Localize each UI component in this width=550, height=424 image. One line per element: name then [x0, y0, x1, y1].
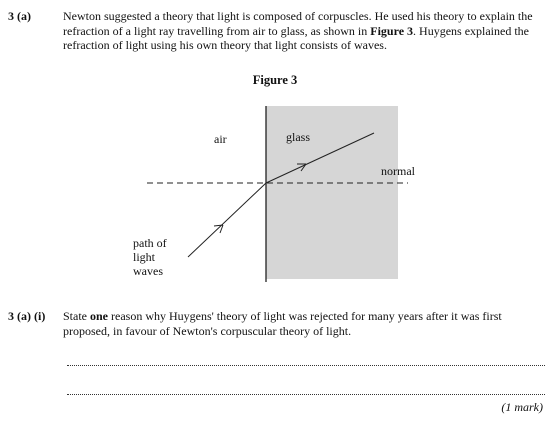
answer-line-1[interactable]	[67, 365, 545, 366]
subquestion-number: 3 (a) (i)	[8, 309, 46, 323]
incident-ray	[188, 183, 266, 257]
subquestion-text: State one reason why Huygens' theory of light was rejected for many years after it was first proposed, in favour of Newton's corpuscular theory of light.	[63, 309, 502, 338]
air-label: air	[214, 132, 227, 146]
question-text: Newton suggested a theory that light is composed of corpuscles. He used his theory to explain the refraction of a light ray travelling from air to glass, as shown in Figure 3. Huygens explained the refraction of light using his own theory that light consists of waves.	[63, 9, 533, 53]
question-number: 3 (a)	[8, 9, 31, 23]
answer-line-2[interactable]	[67, 394, 545, 395]
path-label: path of light waves	[133, 236, 167, 278]
mark-allocation: (1 mark)	[501, 400, 543, 414]
figure-title: Figure 3	[252, 73, 298, 87]
incident-arrowhead	[214, 225, 223, 233]
glass-label: glass	[286, 130, 310, 144]
normal-label: normal	[381, 164, 415, 178]
